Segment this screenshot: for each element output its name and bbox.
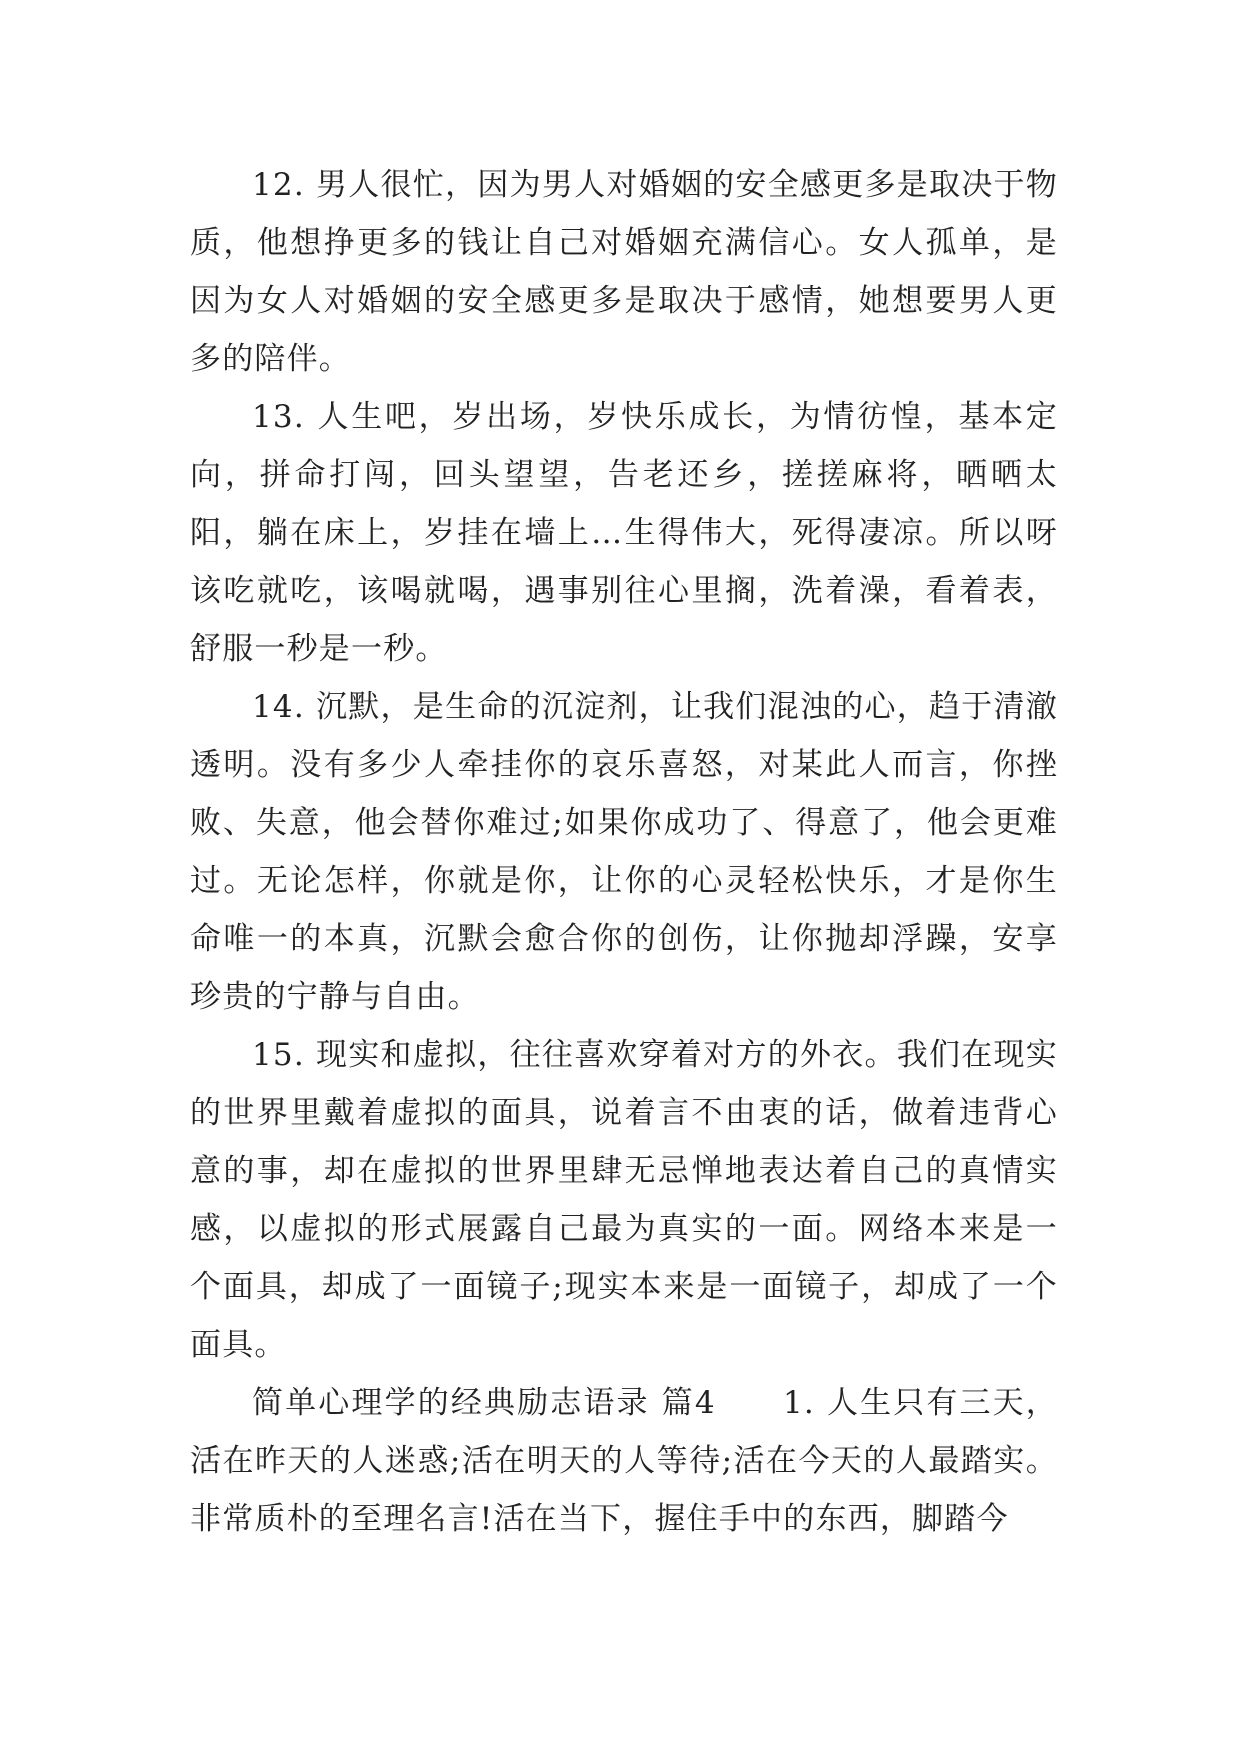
paragraph-14: 14. 沉默，是生命的沉淀剂，让我们混浊的心，趋于清澈透明。没有多少人牵挂你的哀乐喜怒，对某此人而言，你挫败、失意，他会替你难过;如果你成功了、得意了，他会更难过。无论怎样，你就是你，让你的心灵轻松快乐，才是你生命唯一的本真，沉默会愈合你的创伤，让你抛却浮躁，安享珍贵的宁静与自由。 <box>190 689 1058 1015</box>
body-text <box>190 156 1058 1548</box>
paragraph-15: 15. 现实和虚拟，往往喜欢穿着对方的外衣。我们在现实的世界里戴着虚拟的面具，说着言不由衷的话，做着违背心意的事，却在虚拟的世界里肆无忌惮地表达着自己的真情实感，以虚拟的形式展露自己最为真实的一面。网络本来是一个面具，却成了一面镜子;现实本来是一面镜子，却成了一个面具。 <box>190 1037 1058 1363</box>
paragraph-12: 12. 男人很忙，因为男人对婚姻的安全感更多是取决于物质，他想挣更多的钱让自己对婚姻充满信心。女人孤单，是因为女人对婚姻的安全感更多是取决于感情，她想要男人更多的陪伴。 <box>190 167 1058 377</box>
section-heading-paragraph: 简单心理学的经典励志语录 篇4 1. 人生只有三天，活在昨天的人迷惑;活在明天的人等待;活在今天的人最踏实。非常质朴的至理名言!活在当下，握住手中的东西，脚踏今 <box>190 1385 1058 1537</box>
paragraph-13: 13. 人生吧，岁出场，岁快乐成长，为情彷惶，基本定向，拼命打闯，回头望望，告老还乡，搓搓麻将，晒晒太阳，躺在床上，岁挂在墙上…生得伟大，死得凄凉。所以呀该吃就吃，该喝就喝，遇事别往心里搁，洗着澡，看着表，舒服一秒是一秒。 <box>190 399 1058 667</box>
